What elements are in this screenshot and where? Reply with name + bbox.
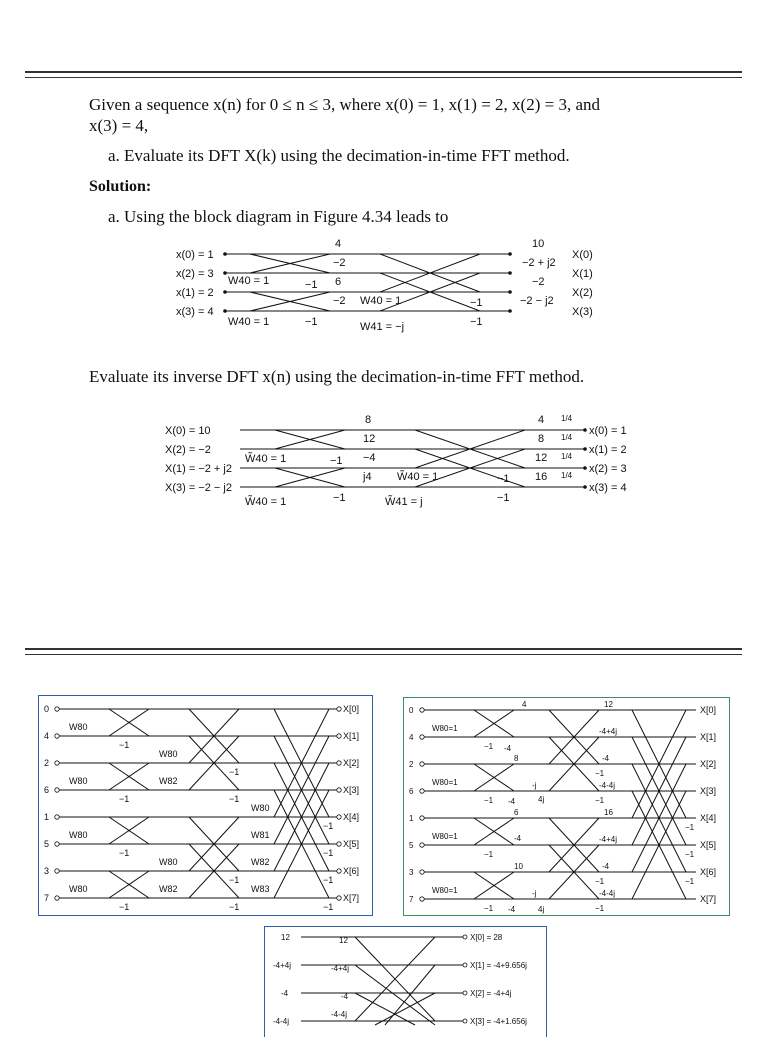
fft8l-minus-3: −1	[119, 848, 130, 858]
fft8l-minus-11: −1	[323, 875, 334, 885]
fft8b-output-3: X[3] = -4+1.656j	[470, 1017, 527, 1026]
fft4-diagram	[170, 234, 630, 344]
fft8r-s1-1: -4	[504, 744, 512, 753]
fft4-output-value-2: −2	[532, 276, 545, 288]
ifft4-scale-1: 1/4	[561, 433, 573, 442]
fft8r-output-6: X[6]	[700, 867, 717, 877]
ifft4-twiddle-2: W̃40 = 1	[397, 471, 439, 483]
fft8r-minus-7: −1	[595, 877, 605, 886]
fft8l-w1-2: W80	[69, 830, 88, 840]
mid-rule-1	[25, 648, 742, 650]
fft4-output-value-3: −2 − j2	[520, 295, 554, 307]
fft8b-output-1: X[1] = -4+9.656j	[470, 961, 527, 970]
fft8l-w1-1: W80	[69, 776, 88, 786]
fft8l-w2-2: W80	[159, 857, 178, 867]
fft8b-output-0: X[0] = 28	[470, 933, 503, 942]
fft8r-s2-0: 12	[604, 700, 613, 709]
fft8r-input-0: 0	[409, 706, 414, 715]
fft8r-s2-4: 16	[604, 808, 613, 817]
fft8r-output-3: X[3]	[700, 786, 717, 796]
ifft4-diagram	[165, 410, 665, 520]
fft8r-minus-2: −1	[484, 796, 494, 805]
fft4-stage-3: −2	[333, 295, 346, 307]
ifft4-stage2-0: 4	[538, 414, 545, 426]
fft8r-s2-6: -4	[602, 862, 610, 871]
solution-label: Solution:	[89, 178, 152, 195]
ifft4-output-2: x(2) = 3	[589, 463, 627, 475]
mid-rule-2	[25, 654, 742, 655]
ifft4-stage2-3: 16	[535, 471, 548, 483]
fft8b-stage-0: 12	[339, 936, 348, 945]
fft8l-output-2: X[2]	[343, 758, 360, 768]
fft8l-w2-1: W82	[159, 776, 178, 786]
fft4-output-label-1: X(1)	[572, 268, 593, 280]
fft8r-s1-5: -4	[514, 834, 522, 843]
solution-a: a. Using the block diagram in Figure 4.34 leads to	[108, 207, 449, 226]
fft8l-output-4: X[4]	[343, 812, 360, 822]
fft8l-minus-12: −1	[323, 902, 334, 912]
ifft4-stage-3: j4	[363, 471, 372, 483]
fft8r-inner-2: -j	[532, 889, 537, 898]
fft8r-s2-3: -4-4j	[599, 781, 616, 790]
fft8l-output-7: X[7]	[343, 893, 360, 903]
fft4-twiddle-3: W41 = −j	[360, 321, 405, 333]
fft8l-minus-2: −1	[119, 794, 130, 804]
part-a-question: a. Evaluate its DFT X(k) using the decimation-in-time FFT method.	[108, 146, 570, 165]
fft8r-output-0: X[0]	[700, 705, 717, 715]
fft8r-s2-1: -4+4j	[599, 727, 618, 736]
fft8-right-diagram	[404, 698, 729, 915]
ifft4-scale-2: 1/4	[561, 452, 573, 461]
fft4-output-value-1: −2 + j2	[522, 257, 556, 269]
fft4-input-2: x(1) = 2	[176, 287, 214, 299]
ifft4-minus-one-2: −1	[333, 492, 346, 504]
fft8l-input-0: 0	[44, 704, 50, 714]
fft8l-input-2: 2	[44, 758, 50, 768]
fft8r-minus-11: −1	[685, 877, 695, 886]
ifft4-input-3: X(3) = −2 − j2	[165, 482, 232, 494]
fft8r-minus-8: −1	[595, 904, 605, 913]
ifft4-output-0: x(0) = 1	[589, 425, 627, 437]
fft8b-stage-2: -4	[341, 992, 349, 1001]
fft8r-s1-7: -4	[508, 905, 516, 914]
fft8b-input-3: -4-4j	[273, 1017, 290, 1026]
fft8r-s2-5: -4+4j	[599, 835, 618, 844]
ifft4-stage-0: 8	[365, 414, 372, 426]
fft8l-output-0: X[0]	[343, 704, 360, 714]
fft8l-input-1: 4	[44, 731, 50, 741]
fft8l-input-3: 6	[44, 785, 50, 795]
fft8r-s1-3: -4	[508, 797, 516, 806]
fft8r-s1-4: 6	[514, 808, 519, 817]
fft8r-output-7: X[7]	[700, 894, 717, 904]
fft8l-input-5: 5	[44, 839, 50, 849]
ifft4-input-2: X(1) = −2 + j2	[165, 463, 232, 475]
ifft4-twiddle-0: W̃40 = 1	[245, 453, 287, 465]
fft8r-twiddle-1: W80=1	[432, 778, 458, 787]
fft8-left-diagram	[39, 696, 372, 915]
fft8b-stage-1: -4+4j	[331, 964, 350, 973]
fft4-input-3: x(3) = 4	[176, 306, 214, 318]
fft8b-output-2: X[2] = -4+4j	[470, 989, 512, 998]
fft4-output-value-0: 10	[532, 238, 545, 250]
fft8l-minus-7: −1	[229, 875, 240, 885]
fft8b-stage-3: -4-4j	[331, 1010, 348, 1019]
fft8l-output-5: X[5]	[343, 839, 360, 849]
fft8r-minus-9: −1	[685, 823, 695, 832]
fft8r-minus-3: −1	[484, 850, 494, 859]
fft8r-input-3: 6	[409, 787, 414, 796]
fft8-left-panel	[38, 695, 373, 916]
fft8r-twiddle-2: W80=1	[432, 832, 458, 841]
ifft4-scale-0: 1/4	[561, 414, 573, 423]
ifft4-twiddle-1: W̃40 = 1	[245, 496, 287, 508]
fft8r-inner-1: 4j	[538, 795, 545, 804]
fft8l-w3-0: W80	[251, 803, 270, 813]
fft8r-minus-6: −1	[595, 796, 605, 805]
fft4-stage-1: −2	[333, 257, 346, 269]
ifft4-minus-one-3: −1	[497, 473, 510, 485]
fft8r-s2-7: -4-4j	[599, 889, 616, 898]
fft8b-input-2: -4	[281, 989, 289, 998]
fft8r-output-2: X[2]	[700, 759, 717, 769]
fft8r-s1-6: 10	[514, 862, 523, 871]
inverse-prompt: Evaluate its inverse DFT x(n) using the decimation-in-time FFT method.	[89, 367, 585, 386]
fft8l-w3-3: W83	[251, 884, 270, 894]
fft8r-input-1: 4	[409, 733, 414, 742]
ifft4-stage2-2: 12	[535, 452, 548, 464]
fft4-minus-one-3: −1	[470, 297, 483, 309]
fft4-minus-one-2: −1	[305, 316, 318, 328]
fft8l-w3-1: W81	[251, 830, 270, 840]
fft4-minus-one-1: −1	[305, 279, 318, 291]
fft8r-minus-10: −1	[685, 850, 695, 859]
fft8l-output-1: X[1]	[343, 731, 360, 741]
fft8r-input-2: 2	[409, 760, 414, 769]
ifft4-input-1: X(2) = −2	[165, 444, 211, 456]
fft8l-minus-4: −1	[119, 902, 130, 912]
ifft4-output-1: x(1) = 2	[589, 444, 627, 456]
fft8l-minus-10: −1	[323, 848, 334, 858]
fft8r-input-6: 3	[409, 868, 414, 877]
fft4-minus-one-4: −1	[470, 316, 483, 328]
fft8l-input-6: 3	[44, 866, 50, 876]
problem-line-1: Given a sequence x(n) for 0 ≤ n ≤ 3, where x(0) = 1, x(1) = 2, x(2) = 3, and	[89, 95, 600, 114]
fft8r-output-5: X[5]	[700, 840, 717, 850]
fft8-right-panel	[403, 697, 730, 916]
fft8r-s2-2: -4	[602, 754, 610, 763]
fft8r-s1-0: 4	[522, 700, 527, 709]
fft8r-input-5: 5	[409, 841, 414, 850]
fft4-twiddle-1: W40 = 1	[228, 316, 270, 328]
fft8l-input-7: 7	[44, 893, 50, 903]
fft4-output-label-0: X(0)	[572, 249, 593, 261]
fft8r-input-7: 7	[409, 895, 414, 904]
fft4-twiddle-2: W40 = 1	[360, 295, 402, 307]
fft8l-w2-0: W80	[159, 749, 178, 759]
ifft4-stage-2: −4	[363, 452, 376, 464]
fft8l-output-3: X[3]	[343, 785, 360, 795]
fft8l-minus-6: −1	[229, 794, 240, 804]
fft8b-input-0: 12	[281, 933, 290, 942]
fft8l-input-4: 1	[44, 812, 50, 822]
fft8r-output-1: X[1]	[700, 732, 717, 742]
ifft4-minus-one-1: −1	[330, 455, 343, 467]
fft8l-w2-3: W82	[159, 884, 178, 894]
fft8r-output-4: X[4]	[700, 813, 717, 823]
fft8r-minus-4: −1	[484, 904, 494, 913]
problem-line-2: x(3) = 4,	[89, 116, 149, 135]
ifft4-scale-3: 1/4	[561, 471, 573, 480]
fft8r-twiddle-3: W80=1	[432, 886, 458, 895]
fft8r-inner-3: 4j	[538, 905, 545, 914]
fft8r-input-4: 1	[409, 814, 414, 823]
ifft4-input-0: X(0) = 10	[165, 425, 211, 437]
fft4-output-label-3: X(3)	[572, 306, 593, 318]
fft8r-inner-0: -j	[532, 781, 537, 790]
fft8l-minus-9: −1	[323, 821, 334, 831]
ifft4-twiddle-3: W̃41 = j	[385, 496, 423, 508]
ifft4-stage2-1: 8	[538, 433, 545, 445]
fft4-input-0: x(0) = 1	[176, 249, 214, 261]
fft8r-s1-2: 8	[514, 754, 519, 763]
ifft4-output-3: x(3) = 4	[589, 482, 627, 494]
fft8l-minus-8: −1	[229, 902, 240, 912]
fft8l-output-6: X[6]	[343, 866, 360, 876]
fft4-stage-0: 4	[335, 238, 342, 250]
fft8l-w3-2: W82	[251, 857, 270, 867]
top-rule-2	[25, 77, 742, 78]
ifft4-minus-one-4: −1	[497, 492, 510, 504]
fft4-twiddle-0: W40 = 1	[228, 275, 270, 287]
ifft4-stage-1: 12	[363, 433, 376, 445]
fft8l-minus-1: −1	[119, 740, 130, 750]
fft8r-minus-5: −1	[595, 769, 605, 778]
fft8-bottom-diagram	[265, 927, 546, 1025]
fft8l-w1-3: W80	[69, 884, 88, 894]
fft8r-minus-1: −1	[484, 742, 494, 751]
fft4-stage-2: 6	[335, 276, 342, 288]
fft8l-minus-5: −1	[229, 767, 240, 777]
fft4-input-1: x(2) = 3	[176, 268, 214, 280]
fft8r-twiddle-0: W80=1	[432, 724, 458, 733]
fft8-bottom-panel	[264, 926, 547, 1037]
fft4-output-label-2: X(2)	[572, 287, 593, 299]
top-rule-1	[25, 71, 742, 73]
fft8b-input-1: -4+4j	[273, 961, 292, 970]
fft8l-w1-0: W80	[69, 722, 88, 732]
